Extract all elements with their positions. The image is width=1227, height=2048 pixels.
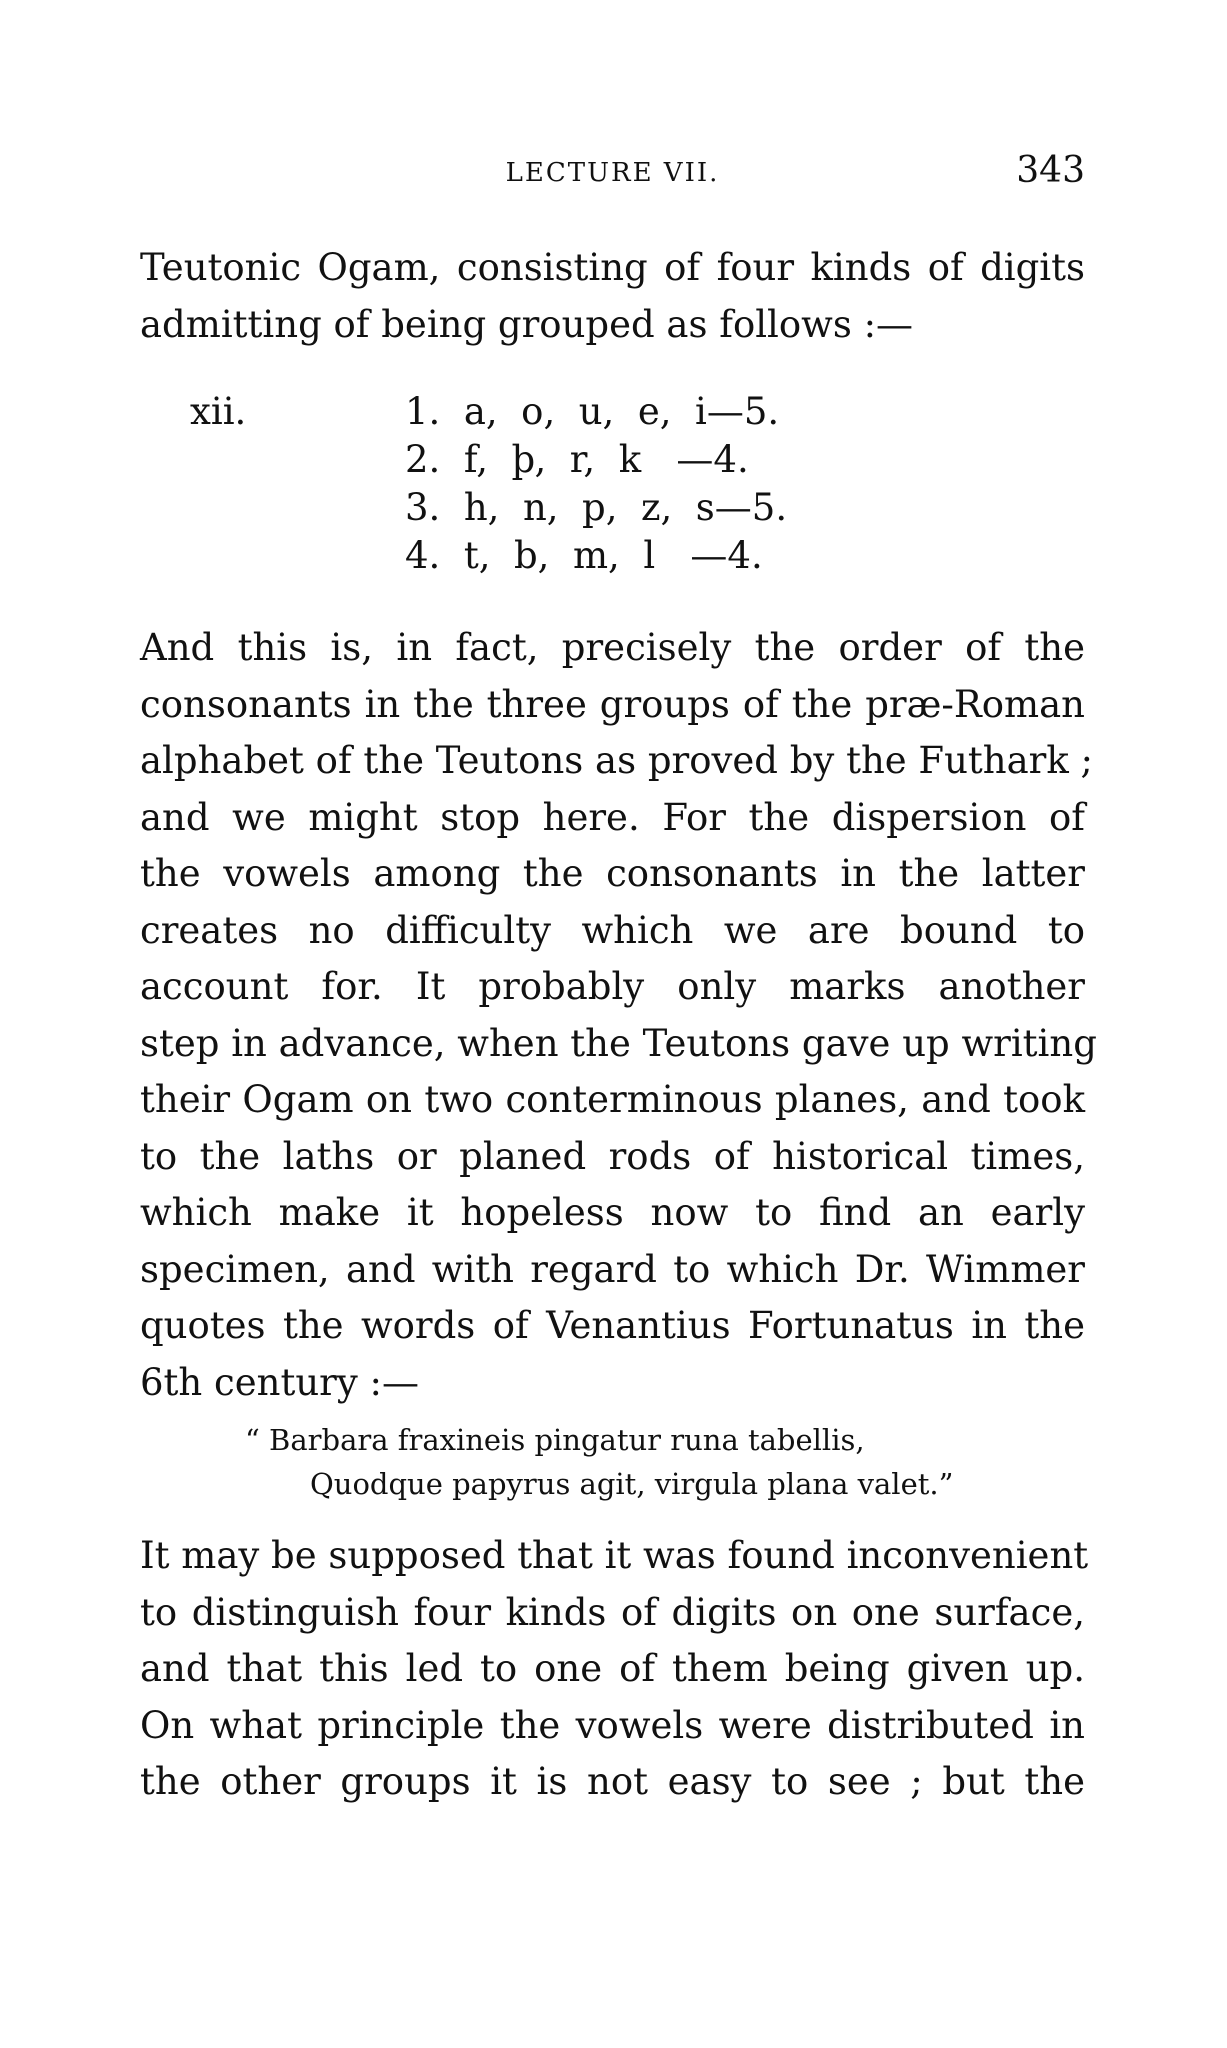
- text-line: creates no difficulty which we are bound to: [140, 908, 1085, 952]
- text-line: to distinguish four kinds of digits on one surface,: [140, 1590, 1085, 1634]
- quote-line: “ Barbara fraxineis pingatur runa tabellis,: [245, 1423, 865, 1457]
- text-line: quotes the words of Venantius Fortunatus in the: [140, 1304, 1085, 1347]
- list-item: 3. h, n, p, z, s—5.: [405, 486, 788, 529]
- list-item: 2. f, þ, r, k —4.: [405, 438, 749, 481]
- text-line: their Ogam on two conterminous planes, and took: [140, 1078, 1085, 1121]
- text-line: admitting of being grouped as follows :—: [140, 302, 914, 346]
- text-line: consonants in the three groups of the præ-Roman: [140, 682, 1085, 726]
- intro-paragraph: [140, 240, 1085, 353]
- text-line: specimen, and with regard to which Dr. Wimmer: [140, 1247, 1085, 1291]
- list-item: 4. t, b, m, l —4.: [405, 534, 763, 577]
- text-line: 6th century :—: [140, 1360, 419, 1404]
- page-header: [140, 150, 1085, 200]
- list-item: 1. a, o, u, e, i—5.: [405, 390, 780, 433]
- main-paragraph: [140, 620, 1097, 1411]
- page-number: 343: [1016, 150, 1085, 191]
- latin-quotation: [245, 1418, 954, 1506]
- list-label: xii.: [190, 390, 247, 433]
- text-line: On what principle the vowels were distributed in: [140, 1703, 1085, 1747]
- text-line: Teutonic Ogam, consisting of four kinds of digits: [140, 246, 1085, 289]
- closing-paragraph: [140, 1528, 1089, 1811]
- text-line: the other groups it is not easy to see ; but the: [140, 1760, 1085, 1803]
- text-line: the vowels among the consonants in the latter: [140, 852, 1085, 895]
- text-line: account for. It probably only marks another: [140, 965, 1085, 1008]
- text-line: It may be supposed that it was found inconvenient: [140, 1534, 1089, 1577]
- text-line: which make it hopeless now to find an early: [140, 1191, 1085, 1234]
- text-line: and that this led to one of them being given up.: [140, 1647, 1085, 1690]
- text-line: to the laths or planed rods of historical times,: [140, 1134, 1085, 1178]
- text-line: alphabet of the Teutons as proved by the Futhark ;: [140, 739, 1094, 782]
- running-head: LECTURE VII.: [505, 158, 720, 188]
- quote-line: Quodque papyrus agit, virgula plana valet.”: [310, 1467, 954, 1501]
- text-line: and we might stop here. For the dispersion of: [140, 795, 1085, 839]
- text-line: And this is, in fact, precisely the order of the: [140, 626, 1085, 669]
- text-line: step in advance, when the Teutons gave up writing: [140, 1021, 1097, 1065]
